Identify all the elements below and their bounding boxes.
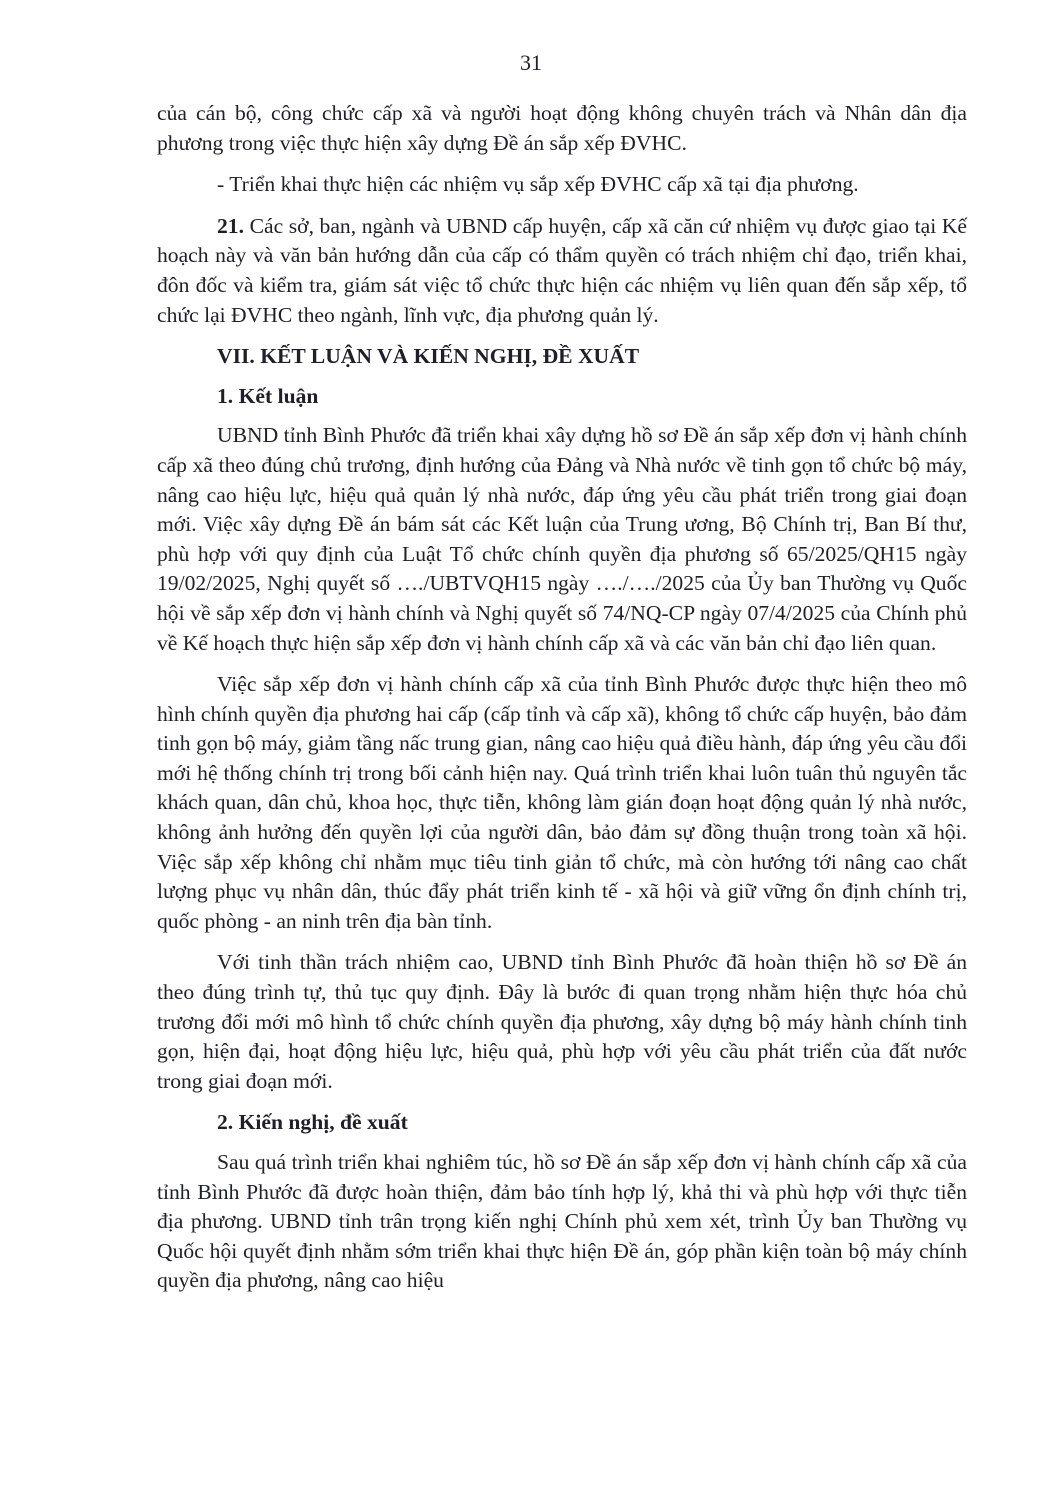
- subsection-heading-recommendations: 2. Kiến nghị, đề xuất: [217, 1110, 408, 1135]
- conclusion-paragraph-1: UBND tỉnh Bình Phước đã triển khai xây dựng hồ sơ Đề án sắp xếp đơn vị hành chính cấp xã theo đúng chủ trương, định hướng của Đảng và Nhà nước về tinh gọn tổ chức bộ máy, nâng cao hiệu lực, hiệu quả quản lý nhà nước, đáp ứng yêu cầu phát triển trong giai đoạn mới. Việc xây dựng Đề án bám sát các Kết luận của Trung ương, Bộ Chính trị, Ban Bí thư, phù hợp với quy định của Luật Tổ chức chính quyền địa phương số 65/2025/QH15 ngày 19/02/2025, Nghị quyết số …./UBTVQH15 ngày …./…./2025 của Ủy ban Thường vụ Quốc hội về sắp xếp đơn vị hành chính và Nghị quyết số 74/NQ-CP ngày 07/4/2025 của Chính phủ về Kế hoạch thực hiện sắp xếp đơn vị hành chính cấp xã và các văn bản chỉ đạo liên quan.: [157, 423, 967, 655]
- conclusion-paragraph-3: Với tinh thần trách nhiệm cao, UBND tỉnh Bình Phước đã hoàn thiện hồ sơ Đề án theo đúng trình tự, thủ tục quy định. Đây là bước đi quan trọng nhằm hiện thực hóa chủ trương đổi mới mô hình tổ chức chính quyền địa phương, xây dựng bộ máy hành chính tinh gọn, hiện đại, hoạt động hiệu lực, hiệu quả, phù hợp với yêu cầu phát triển của đất nước trong giai đoạn mới.: [157, 950, 967, 1093]
- page-number: 31: [520, 50, 542, 75]
- paragraph-bullet: - Triển khai thực hiện các nhiệm vụ sắp xếp ĐVHC cấp xã tại địa phương.: [217, 172, 859, 197]
- item-text: Các sở, ban, ngành và UBND cấp huyện, cấp xã căn cứ nhiệm vụ được giao tại Kế hoạch này và văn bản hướng dẫn của cấp có thẩm quyền có trách nhiệm chỉ đạo, triển khai, đôn đốc và kiểm tra, giám sát việc tổ chức thực hiện các nhiệm vụ liên quan đến sắp xếp, tổ chức lại ĐVHC theo ngành, lĩnh vực, địa phương quản lý.: [157, 213, 967, 327]
- recommendation-paragraph-1: Sau quá trình triển khai nghiêm túc, hồ sơ Đề án sắp xếp đơn vị hành chính cấp xã của tỉnh Bình Phước đã được hoàn thiện, đảm bảo tính hợp lý, khả thi và phù hợp với thực tiễn địa phương. UBND tỉnh trân trọng kiến nghị Chính phủ xem xét, trình Ủy ban Thường vụ Quốc hội quyết định nhằm sớm triển khai thực hiện Đề án, góp phần kiện toàn bộ máy chính quyền địa phương, nâng cao hiệu: [157, 1150, 967, 1293]
- item-number: 21.: [217, 213, 244, 238]
- section-heading-vii: VII. KẾT LUẬN VÀ KIẾN NGHỊ, ĐỀ XUẤT: [217, 344, 640, 369]
- paragraph-item-21: [157, 212, 967, 330]
- document-body: [157, 99, 967, 1308]
- paragraph-continued: của cán bộ, công chức cấp xã và người hoạt động không chuyên trách và Nhân dân địa phương trong việc thực hiện xây dựng Đề án sắp xếp ĐVHC.: [157, 101, 967, 155]
- subsection-heading-conclusion: 1. Kết luận: [217, 383, 319, 408]
- conclusion-paragraph-2: Việc sắp xếp đơn vị hành chính cấp xã của tỉnh Bình Phước được thực hiện theo mô hình chính quyền địa phương hai cấp (cấp tỉnh và cấp xã), không tổ chức cấp huyện, bảo đảm tinh gọn bộ máy, giảm tầng nấc trung gian, nâng cao hiệu quả điều hành, đáp ứng yêu cầu đổi mới hệ thống chính trị trong bối cảnh hiện nay. Quá trình triển khai luôn tuân thủ nguyên tắc khách quan, dân chủ, khoa học, thực tiễn, không làm gián đoạn hoạt động quản lý nhà nước, không ảnh hưởng đến quyền lợi của người dân, bảo đảm sự đồng thuận trong toàn xã hội. Việc sắp xếp không chỉ nhằm mục tiêu tinh giản tổ chức, mà còn hướng tới nâng cao chất lượng phục vụ nhân dân, thúc đẩy phát triển kinh tế - xã hội và giữ vững ổn định chính trị, quốc phòng - an ninh trên địa bàn tỉnh.: [157, 672, 967, 933]
